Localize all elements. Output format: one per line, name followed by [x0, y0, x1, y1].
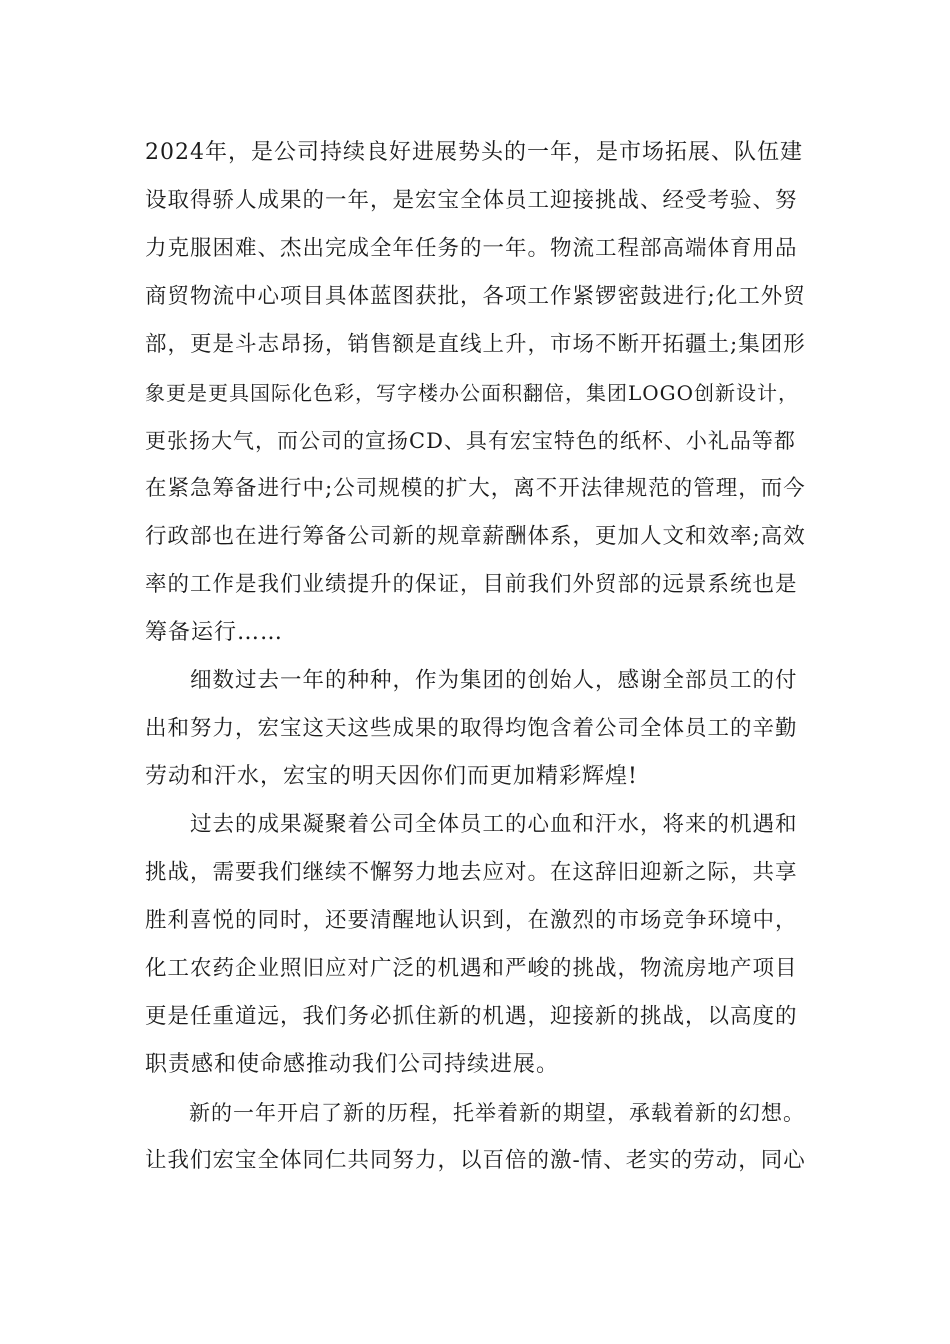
- text-line: 部，更是斗志昂扬，销售额是直线上升，市场不断开拓疆土;集团形: [145, 332, 806, 357]
- text-line: 新的一年开启了新的历程，托举着新的期望，承载着新的幻想。: [145, 1101, 805, 1125]
- text-line: 率的工作是我们业绩提升的保证，目前我们外贸部的远景系统也是: [145, 572, 798, 597]
- text-line: 2024年，是公司持续良好进展势头的一年，是市场拓展、队伍建: [145, 140, 803, 165]
- text-line: 更张扬大气，而公司的宣扬CD、具有宏宝特色的纸杯、小礼品等都: [145, 429, 796, 453]
- text-line: 职责感和使命感推动我们公司持续进展。: [145, 1052, 560, 1077]
- text-line: 让我们宏宝全体同仁共同努力，以百倍的激-情、老实的劳动，同心: [145, 1148, 806, 1173]
- text-line: 胜利喜悦的同时，还要清醒地认识到，在激烈的市场竞争环境中，: [145, 908, 798, 933]
- text-line: 化工农药企业照旧应对广泛的机遇和严峻的挑战，物流房地产项目: [145, 956, 798, 981]
- text-line: 象更是更具国际化色彩，写字楼办公面积翻倍，集团LOGO创新设计，: [145, 381, 800, 405]
- text-line: 商贸物流中心项目具体蓝图获批，各项工作紧锣密鼓进行;化工外贸: [145, 284, 806, 309]
- text-line: 挑战，需要我们继续不懈努力地去应对。在这辞旧迎新之际，共享: [145, 860, 798, 885]
- text-line: 筹备运行……: [145, 620, 284, 645]
- text-line: 行政部也在进行筹备公司新的规章薪酬体系，更加人文和效率;高效: [145, 524, 806, 549]
- text-line: 在紧急筹备进行中;公司规模的扩大，离不开法律规范的管理，而今: [145, 476, 806, 501]
- text-line: 设取得骄人成果的一年，是宏宝全体员工迎接挑战、经受考验、努: [145, 188, 798, 213]
- text-line: 过去的成果凝聚着公司全体员工的心血和汗水，将来的机遇和: [145, 812, 798, 837]
- text-line: 力克服困难、杰出完成全年任务的一年。物流工程部高端体育用品: [145, 236, 798, 261]
- text-line: 出和努力，宏宝这天这些成果的取得均饱含着公司全体员工的辛勤: [145, 716, 798, 741]
- text-line: 细数过去一年的种种，作为集团的创始人，感谢全部员工的付: [145, 668, 798, 693]
- text-line: 劳动和汗水，宏宝的明天因你们而更加精彩辉煌!: [145, 764, 638, 789]
- text-line: 更是任重道远，我们务必抓住新的机遇，迎接新的挑战，以高度的: [145, 1004, 798, 1029]
